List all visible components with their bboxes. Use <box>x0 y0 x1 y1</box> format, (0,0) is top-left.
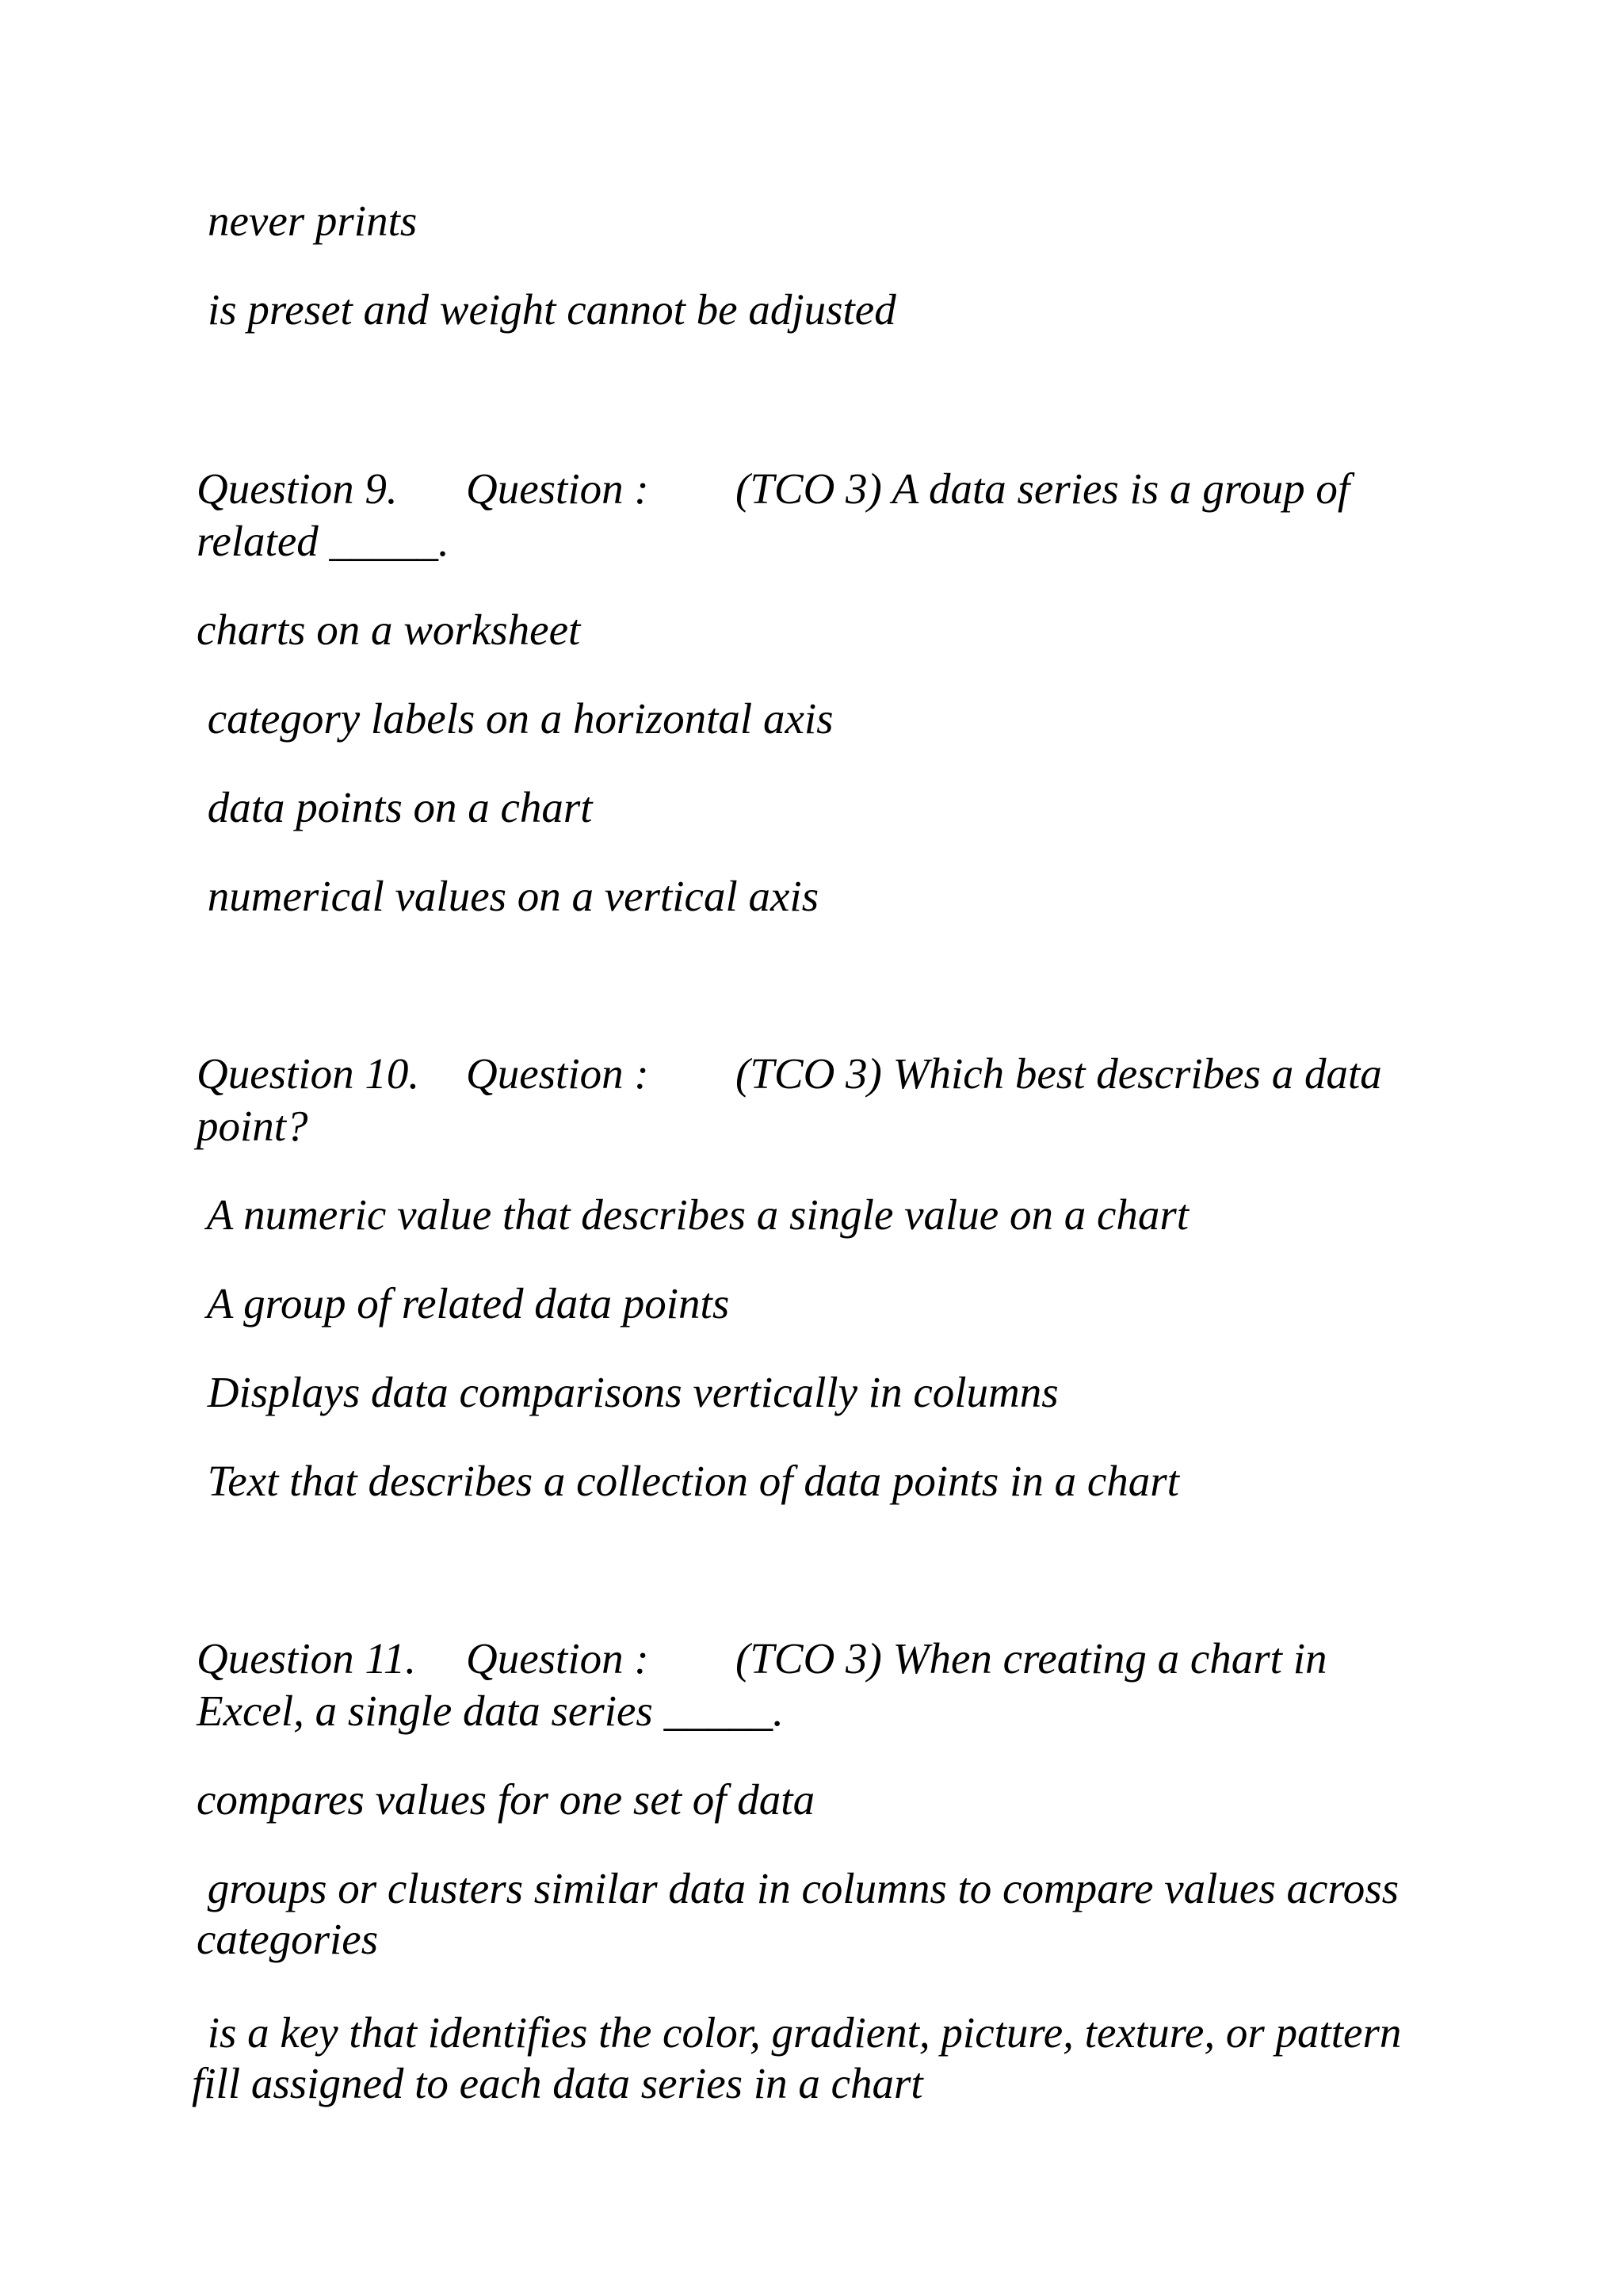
option-text: never prints <box>208 197 418 245</box>
option-text: A group of related data points <box>197 1279 730 1328</box>
question-text-continued: Excel, a single data series _____. <box>197 1687 784 1735</box>
question-text-continued: related _____. <box>197 517 449 565</box>
option-text-continued: fill assigned to each data series in a chart <box>192 2059 923 2107</box>
option-text: compares values for one set of data <box>197 1775 815 1824</box>
option-text: groups or clusters similar data in columns to compare values across <box>197 1864 1400 1912</box>
question-text: (TCO 3) A data series is a group of <box>735 464 1350 513</box>
option-text: numerical values on a vertical axis <box>197 872 819 920</box>
question-label: Question : <box>466 1049 649 1098</box>
question-label: Question : <box>466 464 649 513</box>
question-9-header <box>197 463 1433 567</box>
option-text: is a key that identifies the color, gradient, picture, texture, or pattern <box>197 2008 1402 2057</box>
option-text: category labels on a horizontal axis <box>197 694 834 743</box>
option-text: Displays data comparisons vertically in columns <box>197 1368 1059 1416</box>
question-text: (TCO 3) Which best describes a data <box>735 1049 1382 1098</box>
question-11-header <box>197 1633 1433 1737</box>
question-text: (TCO 3) When creating a chart in <box>735 1634 1327 1683</box>
option-text: charts on a worksheet <box>197 606 581 654</box>
option-text: A numeric value that describes a single value on a chart <box>197 1190 1190 1239</box>
option-text: data points on a chart <box>197 783 593 831</box>
question-label: Question : <box>466 1634 649 1683</box>
question-text-continued: point? <box>197 1102 308 1150</box>
question-number: Question 11. <box>197 1634 417 1683</box>
option-text-continued: categories <box>197 1915 379 1963</box>
option-text: is preset and weight cannot be adjusted <box>208 285 896 334</box>
question-number: Question 10. <box>197 1049 420 1098</box>
option-text: Text that describes a collection of data points in a chart <box>197 1457 1179 1505</box>
question-10-header <box>197 1048 1433 1152</box>
question-number: Question 9. <box>197 464 398 513</box>
